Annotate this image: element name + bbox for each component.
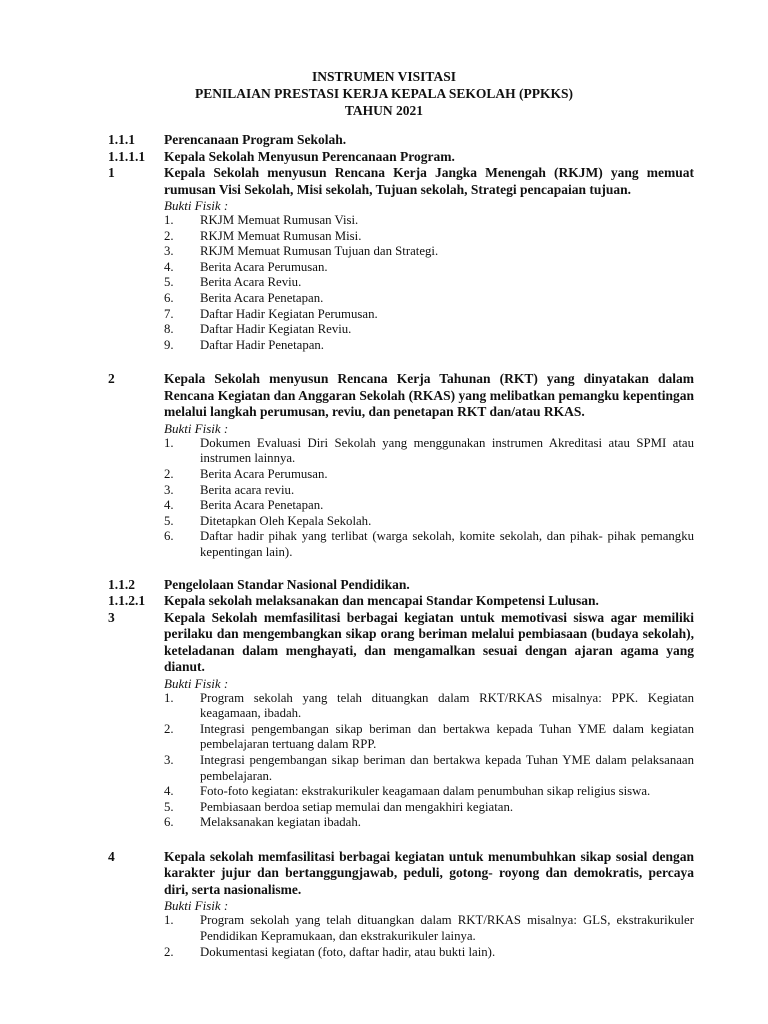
evidence-list [164, 691, 694, 831]
evidence-text: Daftar Hadir Kegiatan Reviu. [200, 322, 352, 337]
evidence-text: Daftar Hadir Penetapan. [200, 337, 325, 352]
evidence-number: 1. [164, 913, 174, 928]
evidence-item [164, 529, 694, 560]
evidence-number: 5. [164, 513, 174, 528]
evidence-text: Program sekolah yang telah dituangkan dalam RKT/RKAS misalnya: PPK. Kegiatan keagamaan, ibadah. [200, 690, 694, 721]
criterion-row [108, 610, 694, 676]
bukti-fisik-label: Bukti Fisik : [164, 898, 229, 914]
evidence-text: RKJM Memuat Rumusan Misi. [200, 228, 362, 243]
criterion-row [108, 165, 694, 198]
evidence-item [164, 815, 694, 831]
subsection-title: Kepala sekolah melaksanakan dan mencapai Standar Kompetensi Lulusan. [164, 593, 599, 609]
evidence-number: 1. [164, 435, 174, 450]
evidence-number: 2. [164, 228, 174, 243]
evidence-text: Berita Acara Penetapan. [200, 498, 324, 513]
evidence-text: Dokumen Evaluasi Diri Sekolah yang menggunakan instrumen Akreditasi atau SPMI atau instrumen lainnya. [200, 435, 694, 466]
evidence-item [164, 483, 694, 499]
evidence-number: 5. [164, 275, 174, 290]
subsection-number: 1.1.1.1 [108, 148, 146, 164]
evidence-item [164, 722, 694, 753]
evidence-text: Daftar hadir pihak yang terlibat (warga sekolah, komite sekolah, dan pihak- pihak pemangku kepentingan lain). [200, 529, 694, 559]
section-number: 1.1.2 [108, 576, 135, 592]
evidence-number: 2. [164, 721, 174, 736]
evidence-text: RKJM Memuat Rumusan Tujuan dan Strategi. [200, 244, 439, 259]
evidence-text: Melaksanakan kegiatan ibadah. [200, 815, 361, 830]
evidence-text: Ditetapkan Oleh Kepala Sekolah. [200, 513, 372, 528]
criterion-number: 2 [108, 371, 115, 387]
evidence-item [164, 244, 694, 260]
criterion-number: 1 [108, 165, 115, 180]
document-body [108, 132, 694, 960]
evidence-number: 7. [164, 306, 174, 321]
header-year: TAHUN 2021 [344, 103, 424, 118]
evidence-item [164, 436, 694, 467]
evidence-text: Berita Acara Perumusan. [200, 467, 328, 482]
evidence-number: 9. [164, 337, 174, 352]
criterion-text: Kepala Sekolah menyusun Rencana Kerja Jangka Menengah (RKJM) yang memuat rumusan Visi Sekolah, Misi sekolah, Tujuan sekolah, Strategi pencapaian tujuan. [164, 165, 694, 197]
bukti-fisik-label: Bukti Fisik : [164, 420, 229, 436]
bukti-fisik-label: Bukti Fisik : [164, 675, 229, 691]
evidence-item [164, 213, 694, 229]
evidence-item [164, 275, 694, 291]
subsection-title: Kepala Sekolah Menyusun Perencanaan Program. [164, 148, 455, 164]
document-header [0, 68, 768, 119]
subsection-heading [108, 149, 694, 166]
evidence-text: Berita Acara Reviu. [200, 275, 302, 290]
section-title: Perencanaan Program Sekolah. [164, 132, 347, 147]
evidence-number: 2. [164, 467, 174, 482]
evidence-text: Berita Acara Perumusan. [200, 259, 328, 274]
evidence-item [164, 338, 694, 354]
criterion-text: Kepala Sekolah memfasilitasi berbagai kegiatan untuk memotivasi siswa agar memiliki perilaku dan mengembangkan sikap orang beriman melalui pembiasaan (budaya sekolah), keteladanan dalam menghayati, dan mengamalkan sesuai dengan ajaran agama yang dianut. [164, 609, 694, 675]
evidence-number: 3. [164, 752, 174, 767]
criterion-text: Kepala Sekolah menyusun Rencana Kerja Tahunan (RKT) yang dinyatakan dalam Rencana Kegiatan dan Anggaran Sekolah (RKAS) yang melibatkan pemangku kepentingan melalui langkah perumusan, reviu, dan penetapan RKT dan/atau RKAS. [164, 371, 694, 420]
bukti-fisik-label: Bukti Fisik : [164, 198, 229, 213]
evidence-number: 6. [164, 815, 174, 830]
section-heading [108, 577, 694, 594]
subsection-number: 1.1.2.1 [108, 593, 146, 609]
section-number: 1.1.1 [108, 132, 135, 147]
evidence-item [164, 229, 694, 245]
evidence-number: 1. [164, 690, 174, 705]
evidence-text: RKJM Memuat Rumusan Visi. [200, 213, 359, 227]
evidence-number: 1. [164, 213, 174, 227]
evidence-text: Berita Acara Penetapan. [200, 290, 324, 305]
subsection-heading [108, 593, 694, 610]
section-title: Pengelolaan Standar Nasional Pendidikan. [164, 576, 410, 592]
evidence-text: Dokumentasi kegiatan (foto, daftar hadir, atau bukti lain). [200, 944, 496, 959]
evidence-item [164, 691, 694, 722]
evidence-number: 5. [164, 799, 174, 814]
evidence-item [164, 291, 694, 307]
evidence-list [164, 436, 694, 561]
criterion-row [108, 849, 694, 899]
section-heading [108, 132, 694, 149]
evidence-item [164, 945, 694, 961]
criterion-number: 3 [108, 609, 115, 625]
evidence-number: 4. [164, 259, 174, 274]
evidence-number: 4. [164, 498, 174, 513]
criterion-number: 4 [108, 848, 115, 864]
evidence-text: Program sekolah yang telah dituangkan dalam RKT/RKAS misalnya: GLS, ekstrakurikuler Pendidikan Kepramukaan, dan ekstrakurikuler lainya. [200, 913, 694, 944]
evidence-number: 8. [164, 322, 174, 337]
evidence-text: Foto-foto kegiatan: ekstrakurikuler keagamaan dalam penumbuhan sikap religius siswa. [200, 784, 651, 799]
header-subtitle: PENILAIAN PRESTASI KERJA KEPALA SEKOLAH (PPKKS) [195, 86, 573, 101]
evidence-item [164, 260, 694, 276]
evidence-item [164, 467, 694, 483]
criterion-3 [108, 610, 694, 831]
evidence-list [164, 213, 694, 353]
evidence-item [164, 753, 694, 784]
evidence-number: 2. [164, 944, 174, 959]
evidence-number: 6. [164, 529, 174, 544]
evidence-item [164, 913, 694, 944]
evidence-item [164, 514, 694, 530]
criterion-4 [108, 849, 694, 960]
evidence-number: 3. [164, 244, 174, 259]
criterion-text: Kepala sekolah memfasilitasi berbagai kegiatan untuk menumbuhkan sikap sosial dengan karakter jujur dan bertanggungjawab, peduli, gotong- royong dan demokratis, percaya diri, serta nasionalisme. [164, 848, 694, 897]
evidence-item [164, 784, 694, 800]
evidence-text: Berita acara reviu. [200, 482, 295, 497]
evidence-item [164, 322, 694, 338]
criterion-row [108, 371, 694, 421]
evidence-number: 3. [164, 482, 174, 497]
evidence-item [164, 307, 694, 323]
evidence-text: Daftar Hadir Kegiatan Perumusan. [200, 306, 378, 321]
evidence-number: 6. [164, 290, 174, 305]
evidence-number: 4. [164, 784, 174, 799]
evidence-list [164, 913, 694, 960]
criterion-1 [108, 165, 694, 353]
evidence-text: Integrasi pengembangan sikap beriman dan bertakwa kepada Tuhan YME dalam kegiatan pembelajaran tertuang dalam RPP. [200, 721, 694, 752]
header-title: INSTRUMEN VISITASI [312, 69, 456, 84]
evidence-text: Pembiasaan berdoa setiap memulai dan mengakhiri kegiatan. [200, 799, 514, 814]
criterion-2 [108, 371, 694, 560]
evidence-item [164, 800, 694, 816]
evidence-item [164, 498, 694, 514]
evidence-text: Integrasi pengembangan sikap beriman dan bertakwa kepada Tuhan YME dalam pelaksanaan pembelajaran. [200, 752, 694, 783]
